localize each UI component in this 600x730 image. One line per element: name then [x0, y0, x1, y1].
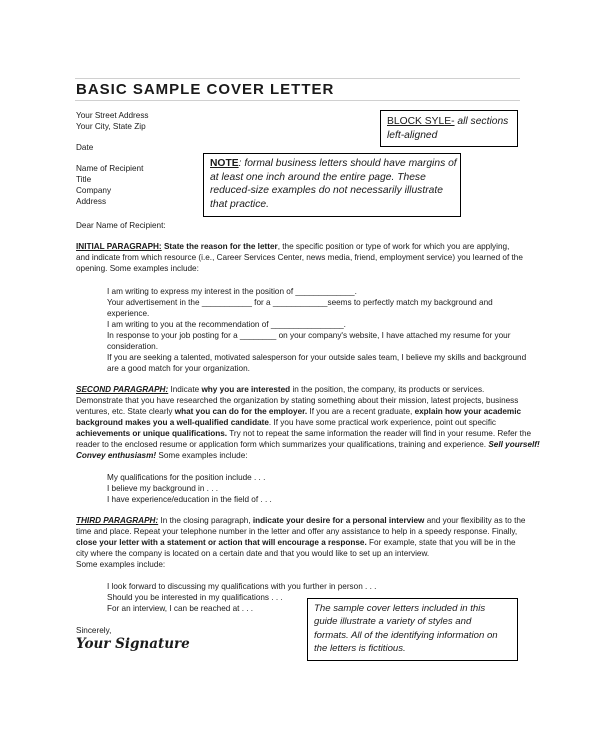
- recipient-company: Company: [76, 186, 112, 195]
- date-line: Date: [76, 143, 94, 152]
- closing: Sincerely,: [76, 626, 112, 635]
- street-address: Your Street Address: [76, 111, 149, 120]
- third-paragraph-line5: Some examples include:: [76, 560, 166, 569]
- fictitious-letters-note: [307, 598, 518, 661]
- third-example: For an interview, I can be reached at . . .: [107, 604, 254, 613]
- initial-paragraph-line2: and indicate from which resource (i.e., Career Services Center, news media, friend, employment service) you learned of the: [76, 253, 523, 262]
- second-example: I believe my background in . . .: [107, 484, 219, 493]
- third-paragraph-line2: time and place. Repeat your telephone number in the letter and offer any assistance to help in a speedy response. Finally,: [76, 527, 518, 536]
- page-title: BASIC SAMPLE COVER LETTER: [76, 81, 335, 98]
- variety-note-line: The sample cover letters included in this: [314, 603, 486, 614]
- margin-note-line4: that practice.: [210, 198, 269, 210]
- title-divider: [75, 100, 520, 101]
- salutation: Dear Name of Recipient:: [76, 221, 166, 230]
- block-style-line2: left-aligned: [387, 129, 438, 141]
- third-paragraph-line1: THIRD PARAGRAPH: In the closing paragraph, indicate your desire for a personal interview and your flexibility as to the: [76, 516, 526, 525]
- margin-note: [203, 153, 461, 217]
- second-paragraph-line2: Demonstrate that you have researched the organization by stating something about their mission, latest projects, business: [76, 396, 519, 405]
- third-paragraph-line4: city where the company is located on a certain date and that you would like to set up an interview.: [76, 549, 430, 558]
- third-example: I look forward to discussing my qualifications with you further in person . . .: [107, 582, 377, 591]
- third-paragraph-line3: close your letter with a statement or action that will encourage a response. For example, state that you will be in the: [76, 538, 516, 547]
- block-style-note: [380, 110, 518, 147]
- block-style-label: BLOCK SYLE-: [387, 116, 455, 127]
- variety-note-line: the letters is fictitious.: [314, 642, 406, 654]
- second-paragraph-line4: background makes you a well-qualified candidate. If you have some practical work experience, point out specific: [76, 418, 497, 427]
- initial-example: are a good match for your organization.: [107, 364, 250, 373]
- margin-note-label: NOTE: [210, 158, 239, 169]
- recipient-name: Name of Recipient: [76, 164, 144, 173]
- third-example: Should you be interested in my qualifications . . .: [107, 593, 283, 602]
- initial-example: Your advertisement in the ___________ for a ____________seems to perfectly match my background and: [107, 298, 493, 307]
- city-state-zip: Your City, State Zip: [76, 122, 146, 131]
- third-paragraph-label: THIRD PARAGRAPH:: [76, 516, 159, 525]
- initial-example: experience.: [107, 309, 150, 318]
- second-paragraph-line1: SECOND PARAGRAPH: Indicate why you are interested in the position, the company, its products or services.: [76, 385, 485, 394]
- initial-example: consideration.: [107, 342, 158, 351]
- initial-example: I am writing to you at the recommendation of ________________.: [107, 320, 346, 329]
- initial-example: In response to your job posting for a ________ on your company's website, I have attached my resume for your: [107, 331, 511, 340]
- initial-paragraph-line1: INITIAL PARAGRAPH: State the reason for the letter, the specific position or type of work for which you are applying,: [76, 242, 510, 251]
- variety-note-line: guide illustrate a variety of styles and: [314, 616, 472, 628]
- recipient-address: Address: [76, 197, 107, 206]
- block-style-line1: all sections: [454, 116, 509, 127]
- initial-paragraph-label: INITIAL PARAGRAPH:: [76, 242, 162, 251]
- second-paragraph-line5: achievements or unique qualifications. Try not to repeat the same information the reader will find in your resume. Refer the: [76, 429, 532, 438]
- margin-note-line3: reduced-size examples do not necessarily illustrate: [210, 185, 443, 197]
- signature: Your Signature: [76, 636, 190, 652]
- second-example: My qualifications for the position include . . .: [107, 473, 266, 482]
- initial-paragraph-line3: opening. Some examples include:: [76, 264, 199, 273]
- initial-example: If you are seeking a talented, motivated salesperson for your outside sales team, I believe my skills and background: [107, 353, 527, 362]
- initial-example: I am writing to express my interest in the position of _____________.: [107, 287, 357, 296]
- variety-note-line: formats. All of the identifying information on: [314, 629, 498, 641]
- second-paragraph-line7: Convey enthusiasm! Some examples include:: [76, 451, 248, 460]
- second-paragraph-line6: reader to the enclosed resume or application form which summarizes your qualifications, training and experience. Sell yourself!: [76, 440, 540, 449]
- margin-note-line1: : formal business letters should have margins of: [238, 158, 457, 169]
- top-divider: [75, 78, 520, 79]
- second-example: I have experience/education in the field of . . .: [107, 495, 272, 504]
- recipient-title: Title: [76, 175, 92, 184]
- margin-note-line2: at least one inch around the entire page. These: [210, 171, 426, 183]
- second-paragraph-line3: ventures, etc. State clearly what you can do for the employer. If you are a recent graduate, explain how your academic: [76, 407, 522, 416]
- second-paragraph-label: SECOND PARAGRAPH:: [76, 385, 169, 394]
